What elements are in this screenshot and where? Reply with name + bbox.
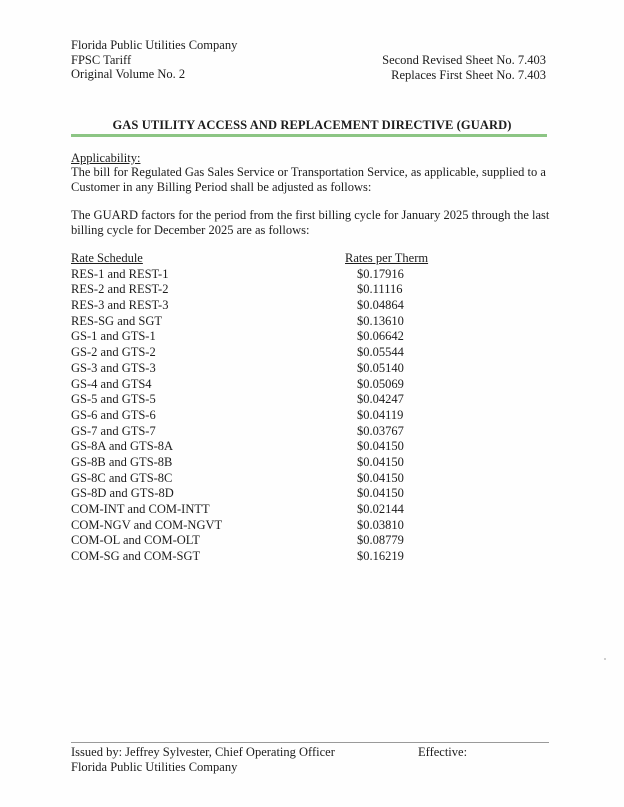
table-row: [71, 533, 471, 549]
rate-value-cell: $0.16219: [357, 549, 404, 564]
rate-schedule-cell: GS-8B and GTS-8B: [71, 454, 173, 469]
effective-label: Effective:: [418, 745, 468, 759]
table-row: [71, 408, 471, 424]
rate-value-cell: $0.04150: [357, 454, 404, 469]
rate-schedule-cell: GS-7 and GTS-7: [71, 423, 156, 438]
table-row: [71, 518, 471, 534]
tariff-label: FPSC Tariff: [71, 52, 132, 67]
rate-schedule-header: Rate Schedule: [71, 251, 143, 265]
table-row: [71, 377, 471, 393]
applicability-paragraph: [71, 165, 551, 194]
rate-schedule-cell: GS-2 and GTS-2: [71, 345, 156, 360]
table-row: [71, 361, 471, 377]
rate-schedule-cell: RES-1 and REST-1: [71, 266, 169, 281]
rate-schedule-cell: RES-2 and REST-2: [71, 282, 169, 297]
rate-schedule-cell: GS-8D and GTS-8D: [71, 486, 174, 501]
rate-value-cell: $0.05140: [357, 360, 404, 375]
rate-schedule-cell: RES-3 and REST-3: [71, 298, 169, 313]
header-left: [71, 38, 237, 82]
paragraph-line: The bill for Regulated Gas Sales Service or Transportation Service, as applicable, supplied to a: [71, 165, 546, 179]
header-right: [382, 53, 546, 82]
table-row: [71, 314, 471, 330]
rate-schedule-cell: GS-8A and GTS-8A: [71, 439, 174, 454]
table-row: [71, 267, 471, 283]
rate-value-cell: $0.13610: [357, 313, 404, 328]
rates-per-therm-header: Rates per Therm: [345, 251, 429, 265]
guard-period-paragraph: [71, 208, 551, 237]
rate-schedule-cell: COM-INT and COM-INTT: [71, 502, 210, 516]
footer-divider: [71, 742, 549, 743]
rate-schedule-cell: GS-8C and GTS-8C: [71, 470, 173, 485]
rate-schedule-cell: GS-5 and GTS-5: [71, 392, 156, 407]
rate-value-cell: $0.11116: [357, 282, 403, 297]
rate-schedule-cell: COM-SG and COM-SGT: [71, 549, 201, 564]
table-row: [71, 502, 471, 518]
table-header-row: [71, 251, 471, 267]
rate-value-cell: $0.03767: [357, 423, 404, 438]
applicability-heading: Applicability:: [71, 151, 141, 165]
table-row: [71, 329, 471, 345]
document-title: GAS UTILITY ACCESS AND REPLACEMENT DIRECTIVE (GUARD): [112, 118, 512, 132]
footer-company: Florida Public Utilities Company: [71, 760, 238, 774]
rate-schedule-cell: GS-6 and GTS-6: [71, 407, 156, 422]
paragraph-line: The GUARD factors for the period from the first billing cycle for January 2025 through the last: [71, 208, 550, 222]
rate-schedule-cell: COM-NGV and COM-NGVT: [71, 517, 223, 532]
table-row: [71, 424, 471, 440]
volume-label: Original Volume No. 2: [71, 67, 186, 81]
table-row: [71, 439, 471, 455]
scan-speck: [604, 658, 606, 660]
rates-table: [71, 251, 471, 565]
footer-issuer: [71, 745, 335, 775]
table-row: [71, 471, 471, 487]
rate-value-cell: $0.05544: [357, 345, 404, 360]
rate-value-cell: $0.04247: [357, 392, 404, 407]
rate-schedule-cell: RES-SG and SGT: [71, 313, 162, 328]
rate-value-cell: $0.04150: [357, 470, 404, 485]
table-row: [71, 549, 471, 565]
rate-value-cell: $0.03810: [357, 517, 404, 532]
issued-by: Issued by: Jeffrey Sylvester, Chief Operating Officer: [71, 745, 335, 759]
rate-value-cell: $0.04150: [357, 486, 404, 501]
rate-schedule-cell: GS-3 and GTS-3: [71, 360, 156, 375]
rate-value-cell: $0.08779: [357, 533, 404, 548]
rate-value-cell: $0.02144: [357, 502, 404, 516]
sheet-number: Second Revised Sheet No. 7.403: [382, 53, 546, 67]
table-row: [71, 298, 471, 314]
title-divider: [71, 134, 547, 137]
paragraph-line: billing cycle for December 2025 are as follows:: [71, 222, 310, 237]
rate-schedule-cell: GS-1 and GTS-1: [71, 329, 156, 344]
table-row: [71, 282, 471, 298]
rate-schedule-cell: GS-4 and GTS4: [71, 376, 152, 391]
company-name: Florida Public Utilities Company: [71, 38, 238, 52]
rate-value-cell: $0.05069: [357, 376, 404, 391]
table-row: [71, 455, 471, 471]
table-row: [71, 345, 471, 361]
rate-value-cell: $0.04119: [357, 407, 404, 422]
replaces-sheet: Replaces First Sheet No. 7.403: [391, 67, 546, 82]
rate-value-cell: $0.17916: [357, 266, 404, 281]
paragraph-line: Customer in any Billing Period shall be adjusted as follows:: [71, 179, 372, 194]
rate-value-cell: $0.04150: [357, 439, 404, 454]
table-row: [71, 486, 471, 502]
rate-value-cell: $0.04864: [357, 298, 404, 313]
rate-schedule-cell: COM-OL and COM-OLT: [71, 533, 200, 548]
table-row: [71, 392, 471, 408]
rate-value-cell: $0.06642: [357, 329, 404, 344]
